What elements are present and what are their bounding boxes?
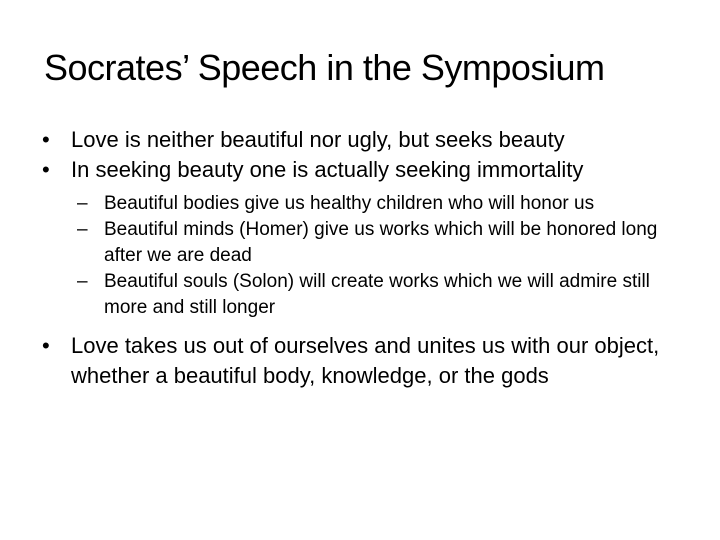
sub-bullet-item [20,191,690,217]
dash-icon: – [77,193,88,214]
sub-bullet-text: Beautiful minds (Homer) give us works which will be honored long after we are dead [104,219,658,266]
bullet-icon: • [42,127,50,152]
bullet-icon: • [42,157,50,182]
sub-bullet-text: Beautiful bodies give us healthy children who will honor us [104,193,595,214]
slide-title: Socrates’ Speech in the Symposium [44,47,605,88]
bullet-item [20,331,690,391]
dash-icon: – [77,271,88,292]
bullet-icon: • [42,333,50,358]
bullet-text: In seeking beauty one is actually seeking immortality [71,157,584,182]
bullet-item [20,125,690,155]
sub-bullet-item [20,269,690,321]
bullet-item [20,155,690,185]
bullet-text: Love is neither beautiful nor ugly, but seeks beauty [71,127,565,152]
sub-bullet-text: Beautiful souls (Solon) will create works which we will admire still more and still longer [104,271,650,318]
sub-bullet-item [20,217,690,269]
slide-body [20,125,690,391]
sub-bullet-list [20,191,690,321]
bullet-text: Love takes us out of ourselves and unites us with our object, whether a beautiful body, knowledge, or the gods [71,333,660,388]
dash-icon: – [77,219,88,240]
